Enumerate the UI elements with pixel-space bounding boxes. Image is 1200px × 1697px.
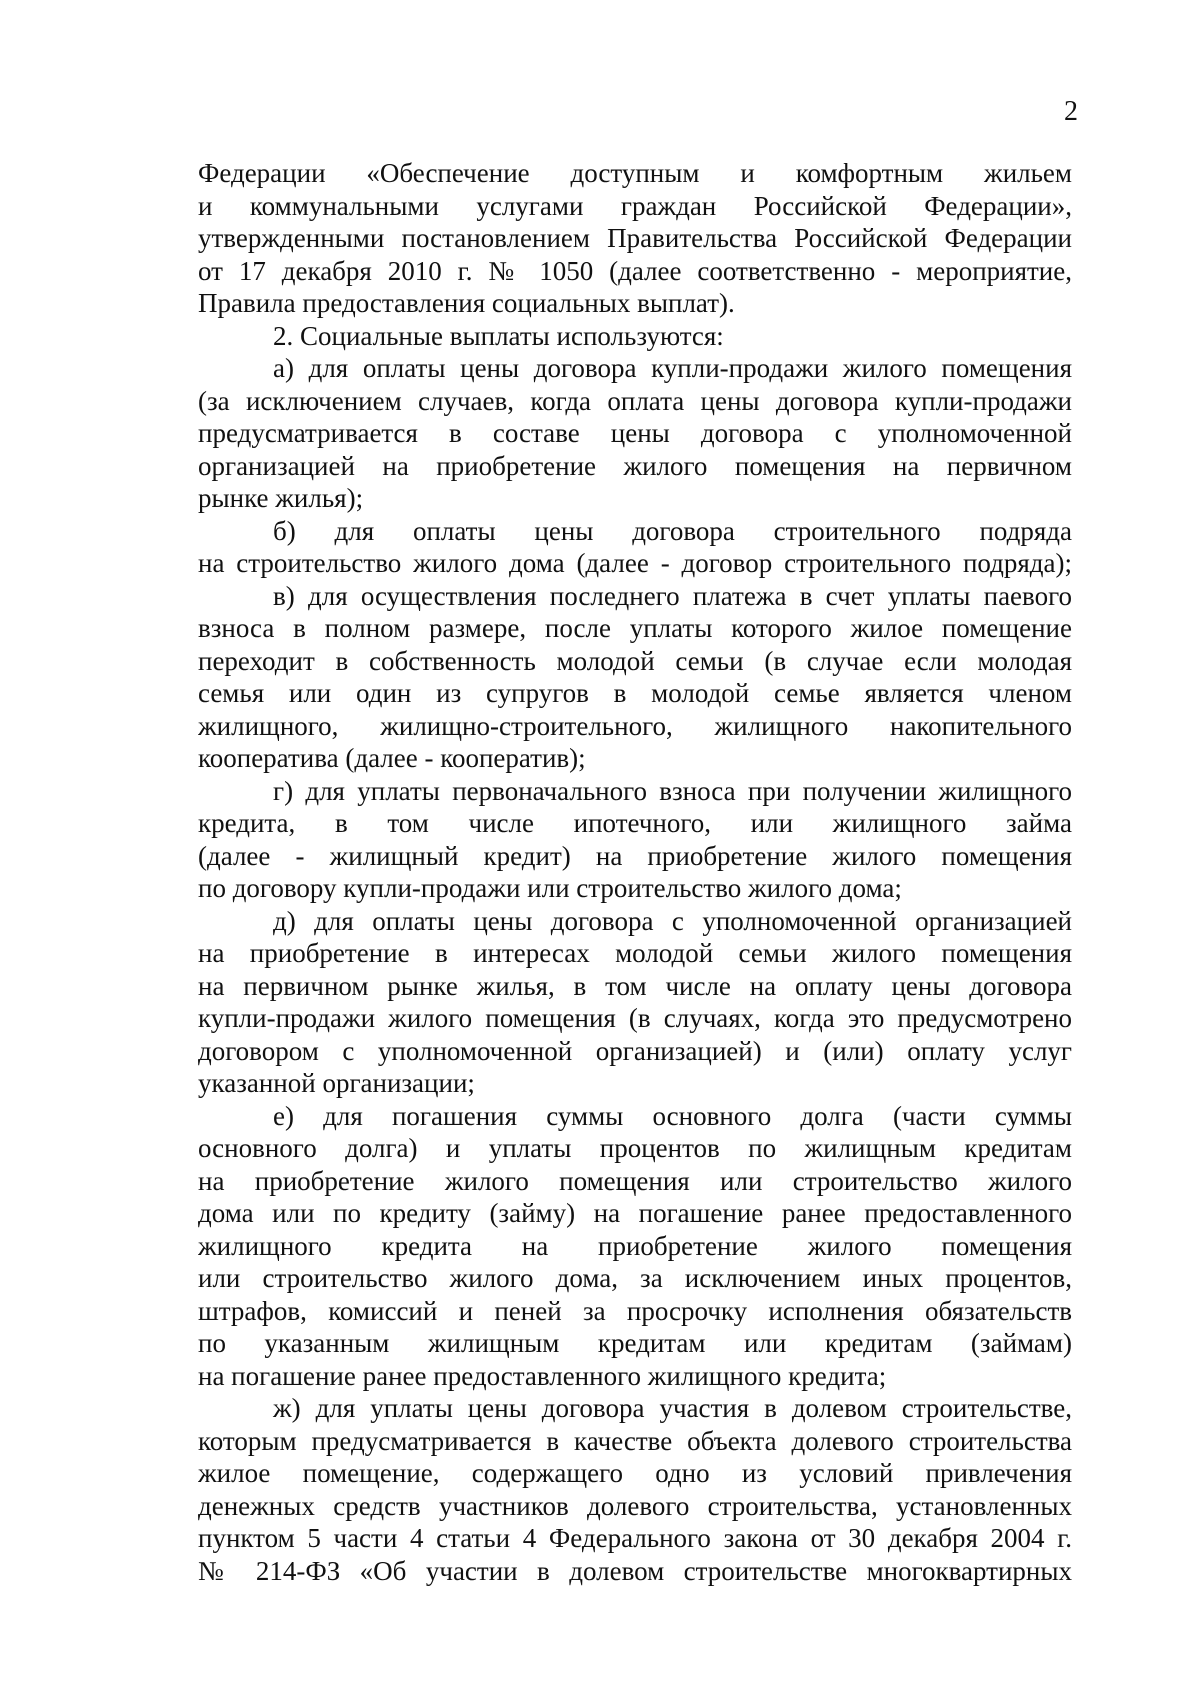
text-line: на строительство жилого дома (далее - договор строительного подряда);: [198, 548, 1072, 578]
text-line: денежных средств участников долевого строительства, установленных: [198, 1490, 1072, 1521]
text-line: рынке жилья);: [198, 483, 364, 513]
text-line: основного долга) и уплаты процентов по жилищным кредитам: [198, 1133, 1072, 1163]
text-line: Правила предоставления социальных выплат).: [198, 288, 735, 318]
text-line: ж) для уплаты цены договора участия в долевом строительстве,: [273, 1393, 1072, 1423]
text-line: или строительство жилого дома, за исключением иных процентов,: [198, 1263, 1072, 1293]
text-line: утвержденными постановлением Правительства Российской Федерации: [198, 223, 1072, 253]
text-line: г) для уплаты первоначального взноса при получении жилищного: [273, 775, 1072, 806]
text-line: на погашение ранее предоставленного жилищного кредита;: [198, 1360, 887, 1391]
text-line: переходит в собственность молодой семьи (в случае если молодая: [198, 645, 1072, 676]
text-line: пунктом 5 части 4 статьи 4 Федерального закона от 30 декабря 2004 г.: [198, 1523, 1072, 1553]
text-line: и коммунальными услугами граждан Российской Федерации»,: [198, 190, 1072, 221]
text-line: организацией на приобретение жилого помещения на первичном: [198, 450, 1072, 481]
text-line: на первичном рынке жилья, в том числе на оплату цены договора: [198, 970, 1072, 1001]
text-line: кредита, в том числе ипотечного, или жилищного займа: [198, 808, 1072, 838]
text-line: е) для погашения суммы основного долга (части суммы: [273, 1100, 1072, 1131]
text-line: по договору купли-продажи или строительство жилого дома;: [198, 873, 902, 903]
text-line: штрафов, комиссий и пеней за просрочку исполнения обязательств: [198, 1295, 1072, 1326]
text-line: дома или по кредиту (займу) на погашение ранее предоставленного: [198, 1198, 1072, 1228]
text-line: Федерации «Обеспечение доступным и комфортным жильем: [198, 158, 1072, 188]
text-line: кооператива (далее - кооператив);: [198, 743, 586, 773]
text-line: жилое помещение, содержащего одно из условий привлечения: [198, 1458, 1072, 1488]
text-line: жилищного кредита на приобретение жилого помещения: [198, 1230, 1072, 1261]
text-line: 2. Социальные выплаты используются:: [273, 320, 724, 351]
text-line: (далее - жилищный кредит) на приобретение жилого помещения: [198, 840, 1072, 871]
text-line: купли-продажи жилого помещения (в случаях, когда это предусмотрено: [198, 1003, 1072, 1033]
text-line: а) для оплаты цены договора купли-продажи жилого помещения: [273, 353, 1072, 383]
text-line: от 17 декабря 2010 г. № 1050 (далее соответственно - мероприятие,: [198, 255, 1072, 286]
text-line: в) для осуществления последнего платежа в счет уплаты паевого: [273, 580, 1072, 611]
text-line: д) для оплаты цены договора с уполномоченной организацией: [273, 905, 1072, 936]
text-line: по указанным жилищным кредитам или кредитам (займам): [198, 1328, 1072, 1358]
document-body: [198, 157, 1072, 1587]
text-line: которым предусматривается в качестве объекта долевого строительства: [198, 1425, 1072, 1456]
text-line: предусматривается в составе цены договора с уполномоченной: [198, 418, 1072, 448]
text-line: взноса в полном размере, после уплаты которого жилое помещение: [198, 613, 1072, 643]
text-line: семья или один из супругов в молодой семье является членом: [198, 678, 1072, 708]
text-line: (за исключением случаев, когда оплата цены договора купли-продажи: [198, 385, 1072, 416]
text-line: жилищного, жилищно-строительного, жилищного накопительного: [198, 710, 1072, 741]
text-line: указанной организации;: [198, 1068, 475, 1098]
text-line: б) для оплаты цены договора строительного подряда: [273, 515, 1072, 546]
text-line: № 214-ФЗ «Об участии в долевом строительстве многоквартирных: [198, 1555, 1072, 1586]
page-number: 2: [1064, 96, 1078, 127]
text-line: на приобретение в интересах молодой семьи жилого помещения: [198, 938, 1072, 968]
text-line: договором с уполномоченной организацией) и (или) оплату услуг: [198, 1035, 1072, 1066]
text-line: на приобретение жилого помещения или строительство жилого: [198, 1165, 1072, 1196]
